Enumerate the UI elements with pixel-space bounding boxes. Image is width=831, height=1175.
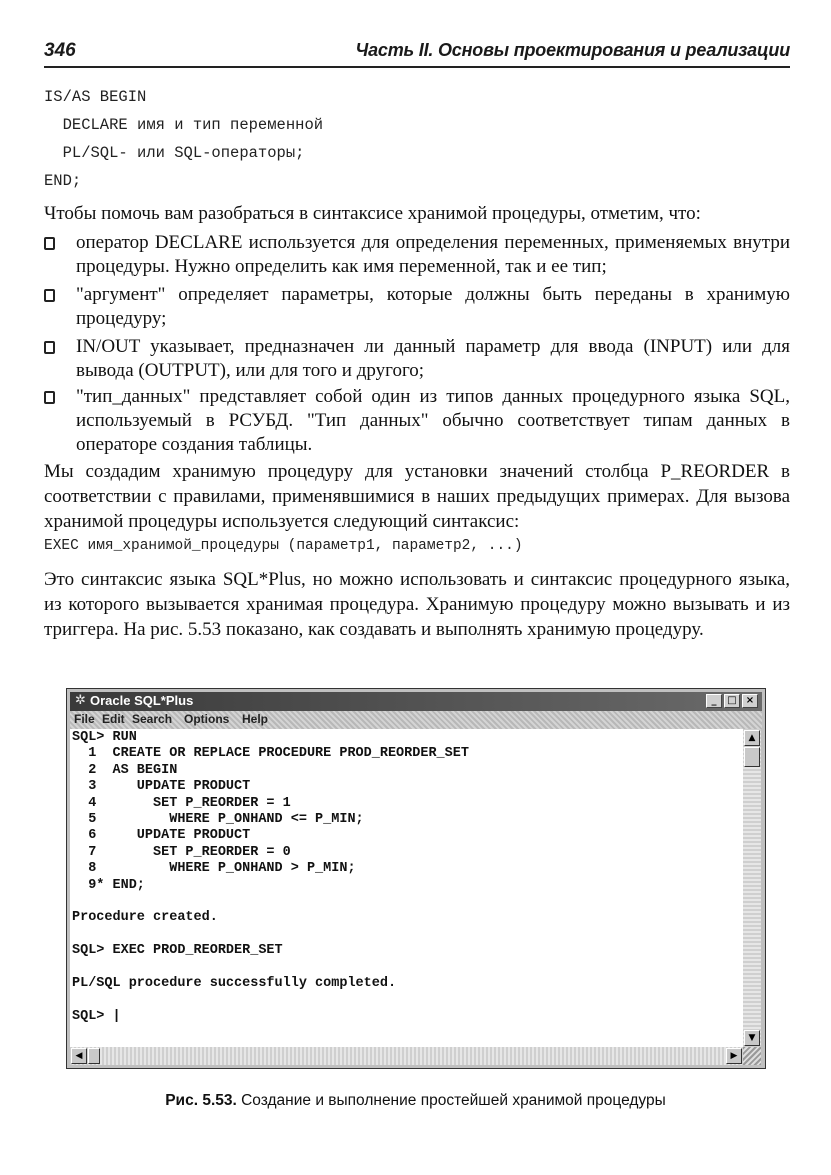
paragraph-sqlplus-note: Это синтаксис языка SQL*Plus, но можно использовать и синтаксис процедурного языка, из которого вызывается хранимая процедура. Хранимую процедуру можно вызывать и из триггера. На рис. 5.53 показано, как создавать и выполнять хранимую процедуру. <box>44 569 790 640</box>
figure-caption-text: Создание и выполнение простейшей хранимой процедуры <box>241 1092 666 1109</box>
checkbox-bullet-icon <box>44 341 55 354</box>
figure-caption <box>0 1092 831 1110</box>
console-line: 9* END; <box>72 877 145 893</box>
syntax-line-2: DECLARE имя и тип переменной <box>44 116 324 134</box>
running-title: Часть II. Основы проектирования и реализации <box>355 40 790 60</box>
exec-syntax-line: EXEC имя_хранимой_процедуры (параметр1, параметр2, ...) <box>44 538 523 554</box>
bullet-item <box>44 283 790 333</box>
bullet-item <box>44 335 790 385</box>
scroll-left-icon[interactable]: ◀ <box>71 1048 87 1064</box>
syntax-line-1: IS/AS BEGIN <box>44 88 147 106</box>
page-header <box>44 38 790 68</box>
checkbox-bullet-icon <box>44 391 55 404</box>
scroll-thumb[interactable] <box>744 747 760 767</box>
scroll-thumb-horizontal[interactable] <box>88 1048 100 1064</box>
intro-paragraph: Чтобы помочь вам разобраться в синтаксисе хранимой процедуры, отметим, что: <box>44 203 701 224</box>
menu-edit[interactable]: Edit <box>102 712 125 726</box>
console-line <box>72 993 469 1009</box>
console-line <box>72 960 469 976</box>
app-icon: ✲ <box>75 693 86 708</box>
maximize-icon[interactable]: □ <box>724 694 740 708</box>
console-line: 6 UPDATE PRODUCT <box>72 828 251 844</box>
console-line: SQL> | <box>72 1008 121 1024</box>
checkbox-bullet-icon <box>44 237 55 250</box>
menu-file[interactable]: File <box>74 712 95 726</box>
sqlplus-window <box>66 688 766 1069</box>
resize-grip-icon[interactable] <box>743 1047 761 1065</box>
menu-help[interactable]: Help <box>242 712 269 726</box>
console-line: 7 SET P_REORDER = 0 <box>72 844 291 860</box>
menu-bar <box>70 711 762 729</box>
console-line: 4 SET P_REORDER = 1 <box>72 795 291 811</box>
console-output[interactable] <box>70 729 743 1047</box>
console-line: 2 AS BEGIN <box>72 762 178 778</box>
console-line: SQL> RUN <box>72 730 137 745</box>
console-lines <box>72 730 469 1025</box>
console-line <box>72 927 469 943</box>
page-number: 346 <box>44 40 76 61</box>
bullet-text: оператор DECLARE используется для определения переменных, применяемых внутри процедуры. Нужно определить как имя переменной, так и ее тип; <box>76 232 790 277</box>
paragraph-procedure-intro: Мы создадим хранимую процедуру для установки значений столбца P_REORDER в соответствии с правилами, применявшимися в наших предыдущих примерах. Для вызова хранимой процедуры используется следующий синтаксис: <box>44 461 790 532</box>
menu-options[interactable]: Options <box>184 712 230 726</box>
syntax-line-4: END; <box>44 172 82 190</box>
bullet-item <box>44 385 790 459</box>
console-line: 3 UPDATE PRODUCT <box>72 779 251 795</box>
bullet-text: "аргумент" определяет параметры, которые должны быть переданы в хранимую процедуру; <box>76 284 790 329</box>
bullet-item <box>44 231 790 281</box>
bullet-text: "тип_данных" представляет собой один из типов данных процедурного языка SQL, используемый в РСУБД. "Тип данных" обычно соответствует типам данных в операторе создания таблицы. <box>76 386 790 455</box>
syntax-line-3: PL/SQL- или SQL-операторы; <box>44 144 305 162</box>
scroll-down-icon[interactable]: ▼ <box>744 1030 760 1046</box>
close-icon[interactable]: × <box>742 694 758 708</box>
window-title-bar[interactable] <box>70 692 762 711</box>
checkbox-bullet-icon <box>44 289 55 302</box>
figure-label: Рис. 5.53. <box>165 1092 237 1109</box>
console-line <box>72 894 469 910</box>
console-line: 5 WHERE P_ONHAND <= P_MIN; <box>72 812 364 828</box>
window-title: Oracle SQL*Plus <box>90 693 194 708</box>
menu-search[interactable]: Search <box>132 712 173 726</box>
console-line: PL/SQL procedure successfully completed. <box>72 976 397 992</box>
minimize-icon[interactable]: _ <box>706 694 722 708</box>
scroll-up-icon[interactable]: ▲ <box>744 730 760 746</box>
console-line: 8 WHERE P_ONHAND > P_MIN; <box>72 861 356 877</box>
console-line: SQL> EXEC PROD_REORDER_SET <box>72 943 283 959</box>
scroll-right-icon[interactable]: ▶ <box>726 1048 742 1064</box>
console-line: Procedure created. <box>72 910 218 926</box>
bullet-text: IN/OUT указывает, предназначен ли данный параметр для ввода (INPUT) или для вывода (OUTPUT), или для того и другого; <box>76 336 790 381</box>
vertical-scrollbar[interactable] <box>743 729 761 1047</box>
console-line: 1 CREATE OR REPLACE PROCEDURE PROD_REORDER_SET <box>72 746 469 762</box>
horizontal-scrollbar[interactable] <box>70 1047 743 1065</box>
